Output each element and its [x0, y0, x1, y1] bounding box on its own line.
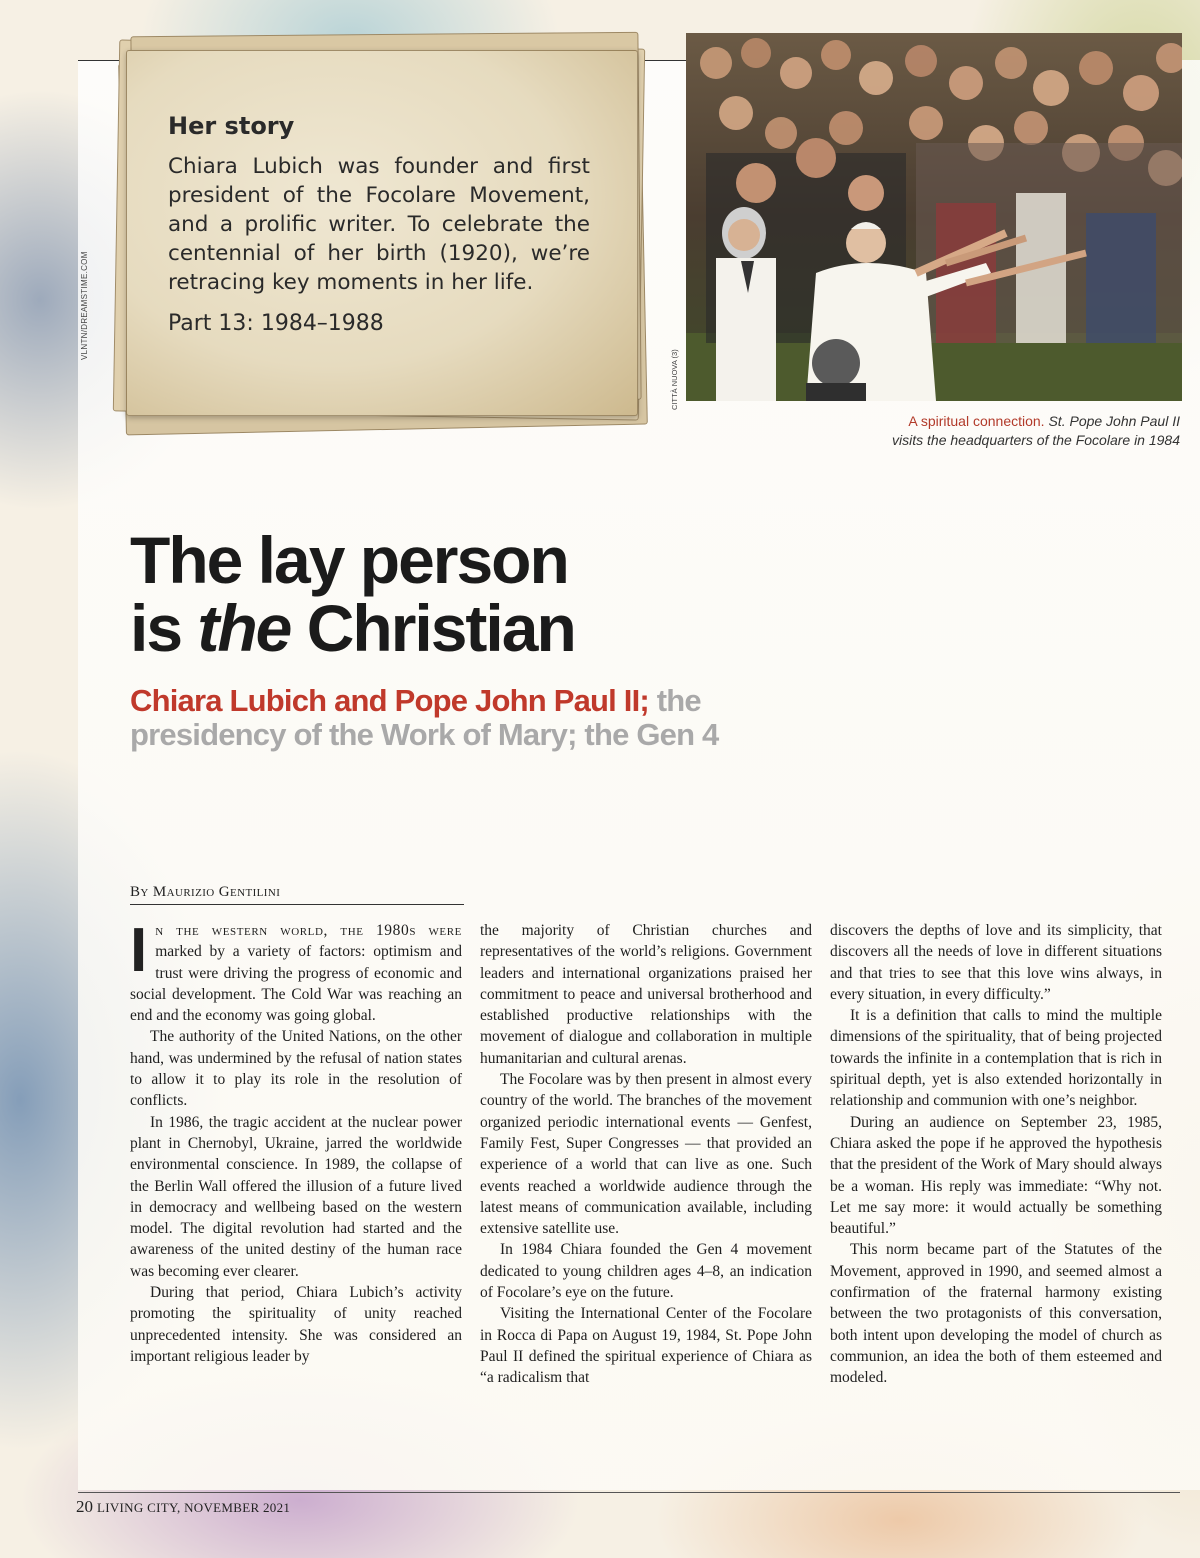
- subheadline: [130, 684, 850, 752]
- article-column-1: [130, 916, 462, 1367]
- footer-rule: [78, 1492, 1180, 1493]
- subheadline-grey: the presidency of the Work of Mary; the Gen 4: [130, 683, 719, 752]
- article-paragraph: The authority of the United Nations, on the other hand, was undermined by the refusal of nation states to allow it to play its role in the resolution of conflicts.: [130, 1028, 462, 1110]
- article-paragraph: [130, 916, 462, 1026]
- caption-rest: St. Pope John Paul II visits the headquarters of the Focolare in 1984: [892, 413, 1180, 448]
- article-column-3: [830, 920, 1162, 1389]
- her-story-heading: Her story: [168, 112, 295, 140]
- byline: By Maurizio Gentilini: [130, 884, 464, 905]
- article-paragraph: the majority of Christian churches and representatives of the world’s religions. Government leaders and international organizations praised her commitment to peace and universal brotherhood and established productive relationships with the movement of dialogue and collaboration in multiple humanitarian and cultural arenas.: [480, 922, 812, 1067]
- article-paragraph: During that period, Chiara Lubich’s activity promoting the spirituality of unity reached unprecedented intensity. She was considered an important religious leader by: [130, 1284, 462, 1365]
- headline: [130, 523, 830, 665]
- article-paragraph: In 1986, the tragic accident at the nuclear power plant in Chernobyl, Ukraine, jarred the worldwide environmental conscience. In 1989, the collapse of the Berlin Wall offered the illusion of a future lived in democracy and wellbeing based on the western model. The digital revolution had started and the awareness of the united destiny of the human race was becoming ever clearer.: [130, 1113, 462, 1280]
- her-story-part: Part 13: 1984–1988: [168, 311, 384, 336]
- article-paragraph: discovers the depths of love and its simplicity, that discovers all the needs of love in different situations and that tries to see that this love wins always, in every situation, in every difficulty.”: [830, 922, 1162, 1003]
- article-paragraph: In 1984 Chiara founded the Gen 4 movement dedicated to young children ages 4–8, an indication of Focolare’s eye on the future.: [480, 1241, 812, 1302]
- drop-cap: I: [130, 916, 148, 985]
- subheadline-red: Chiara Lubich and Pope John Paul II;: [130, 683, 649, 718]
- photo-caption: [880, 412, 1180, 450]
- headline-emphasis: the: [197, 591, 291, 665]
- her-story-body: Chiara Lubich was founder and first president of the Focolare Movement, and a prolific writer. To celebrate the centennial of her birth (1920), we’re retracing key moments in her life.: [168, 154, 590, 295]
- her-story-text: [168, 112, 590, 336]
- article-paragraph: During an audience on September 23, 1985, Chiara asked the pope if he approved the hypothesis that the president of the Work of Mary should always be a woman. His reply was immediate: “Why not. Let me say more: it would actually be something beautiful.”: [830, 1113, 1162, 1238]
- article-paragraph: This norm became part of the Statutes of the Movement, approved in 1990, and seemed almost a confirmation of the fraternal harmony existing between the two protagonists of this conversation, both intent upon developing the model of church as communion, an idea the both of them esteemed and modeled.: [830, 1241, 1162, 1387]
- article-paragraph: The Focolare was by then present in almost every country of the world. The branches of the movement organized periodic international events — Genfest, Family Fest, Super Congresses — that provided an experience of a world that can live as one. Such events reached a worldwide audience through the latest means of communication available, including extensive satellite use.: [480, 1071, 812, 1238]
- pope-crowd-photo: [686, 33, 1182, 401]
- photo-illustration: [686, 33, 1182, 401]
- page-folio: [76, 1497, 290, 1517]
- magazine-issue: LIVING CITY, NOVEMBER 2021: [97, 1500, 291, 1515]
- article-paragraph: Visiting the International Center of the Focolare in Rocca di Papa on August 19, 1984, St. Pope John Paul II defined the spiritual experience of Chiara as “a radicalism that: [480, 1305, 812, 1387]
- image-credit-side: VLNTN/DREAMSTIME.COM: [80, 251, 89, 360]
- page-number: 20: [76, 1497, 93, 1516]
- article-paragraph: It is a definition that calls to mind the multiple dimensions of the spirituality, that of being projected towards the infinite in a contemplation that is rich in spiritual depth, yet is also extended horizontally in relationship and communion with one’s neighbor.: [830, 1007, 1162, 1110]
- headline-line1: The lay person: [130, 523, 568, 597]
- headline-line2-pre: is: [130, 591, 198, 665]
- headline-line2-post: Christian: [290, 591, 575, 665]
- article-column-2: [480, 920, 812, 1389]
- caption-lead: A spiritual connection.: [908, 413, 1045, 429]
- paragraph-text: marked by a variety of factors: optimism and trust were driving the progress of economic and social development. The Cold War was reaching an end and the economy was going global.: [130, 943, 462, 1025]
- photo-credit: CITTÀ NUOVA (3): [670, 349, 679, 410]
- lead-in: n the western world, the 1980s were: [155, 922, 462, 939]
